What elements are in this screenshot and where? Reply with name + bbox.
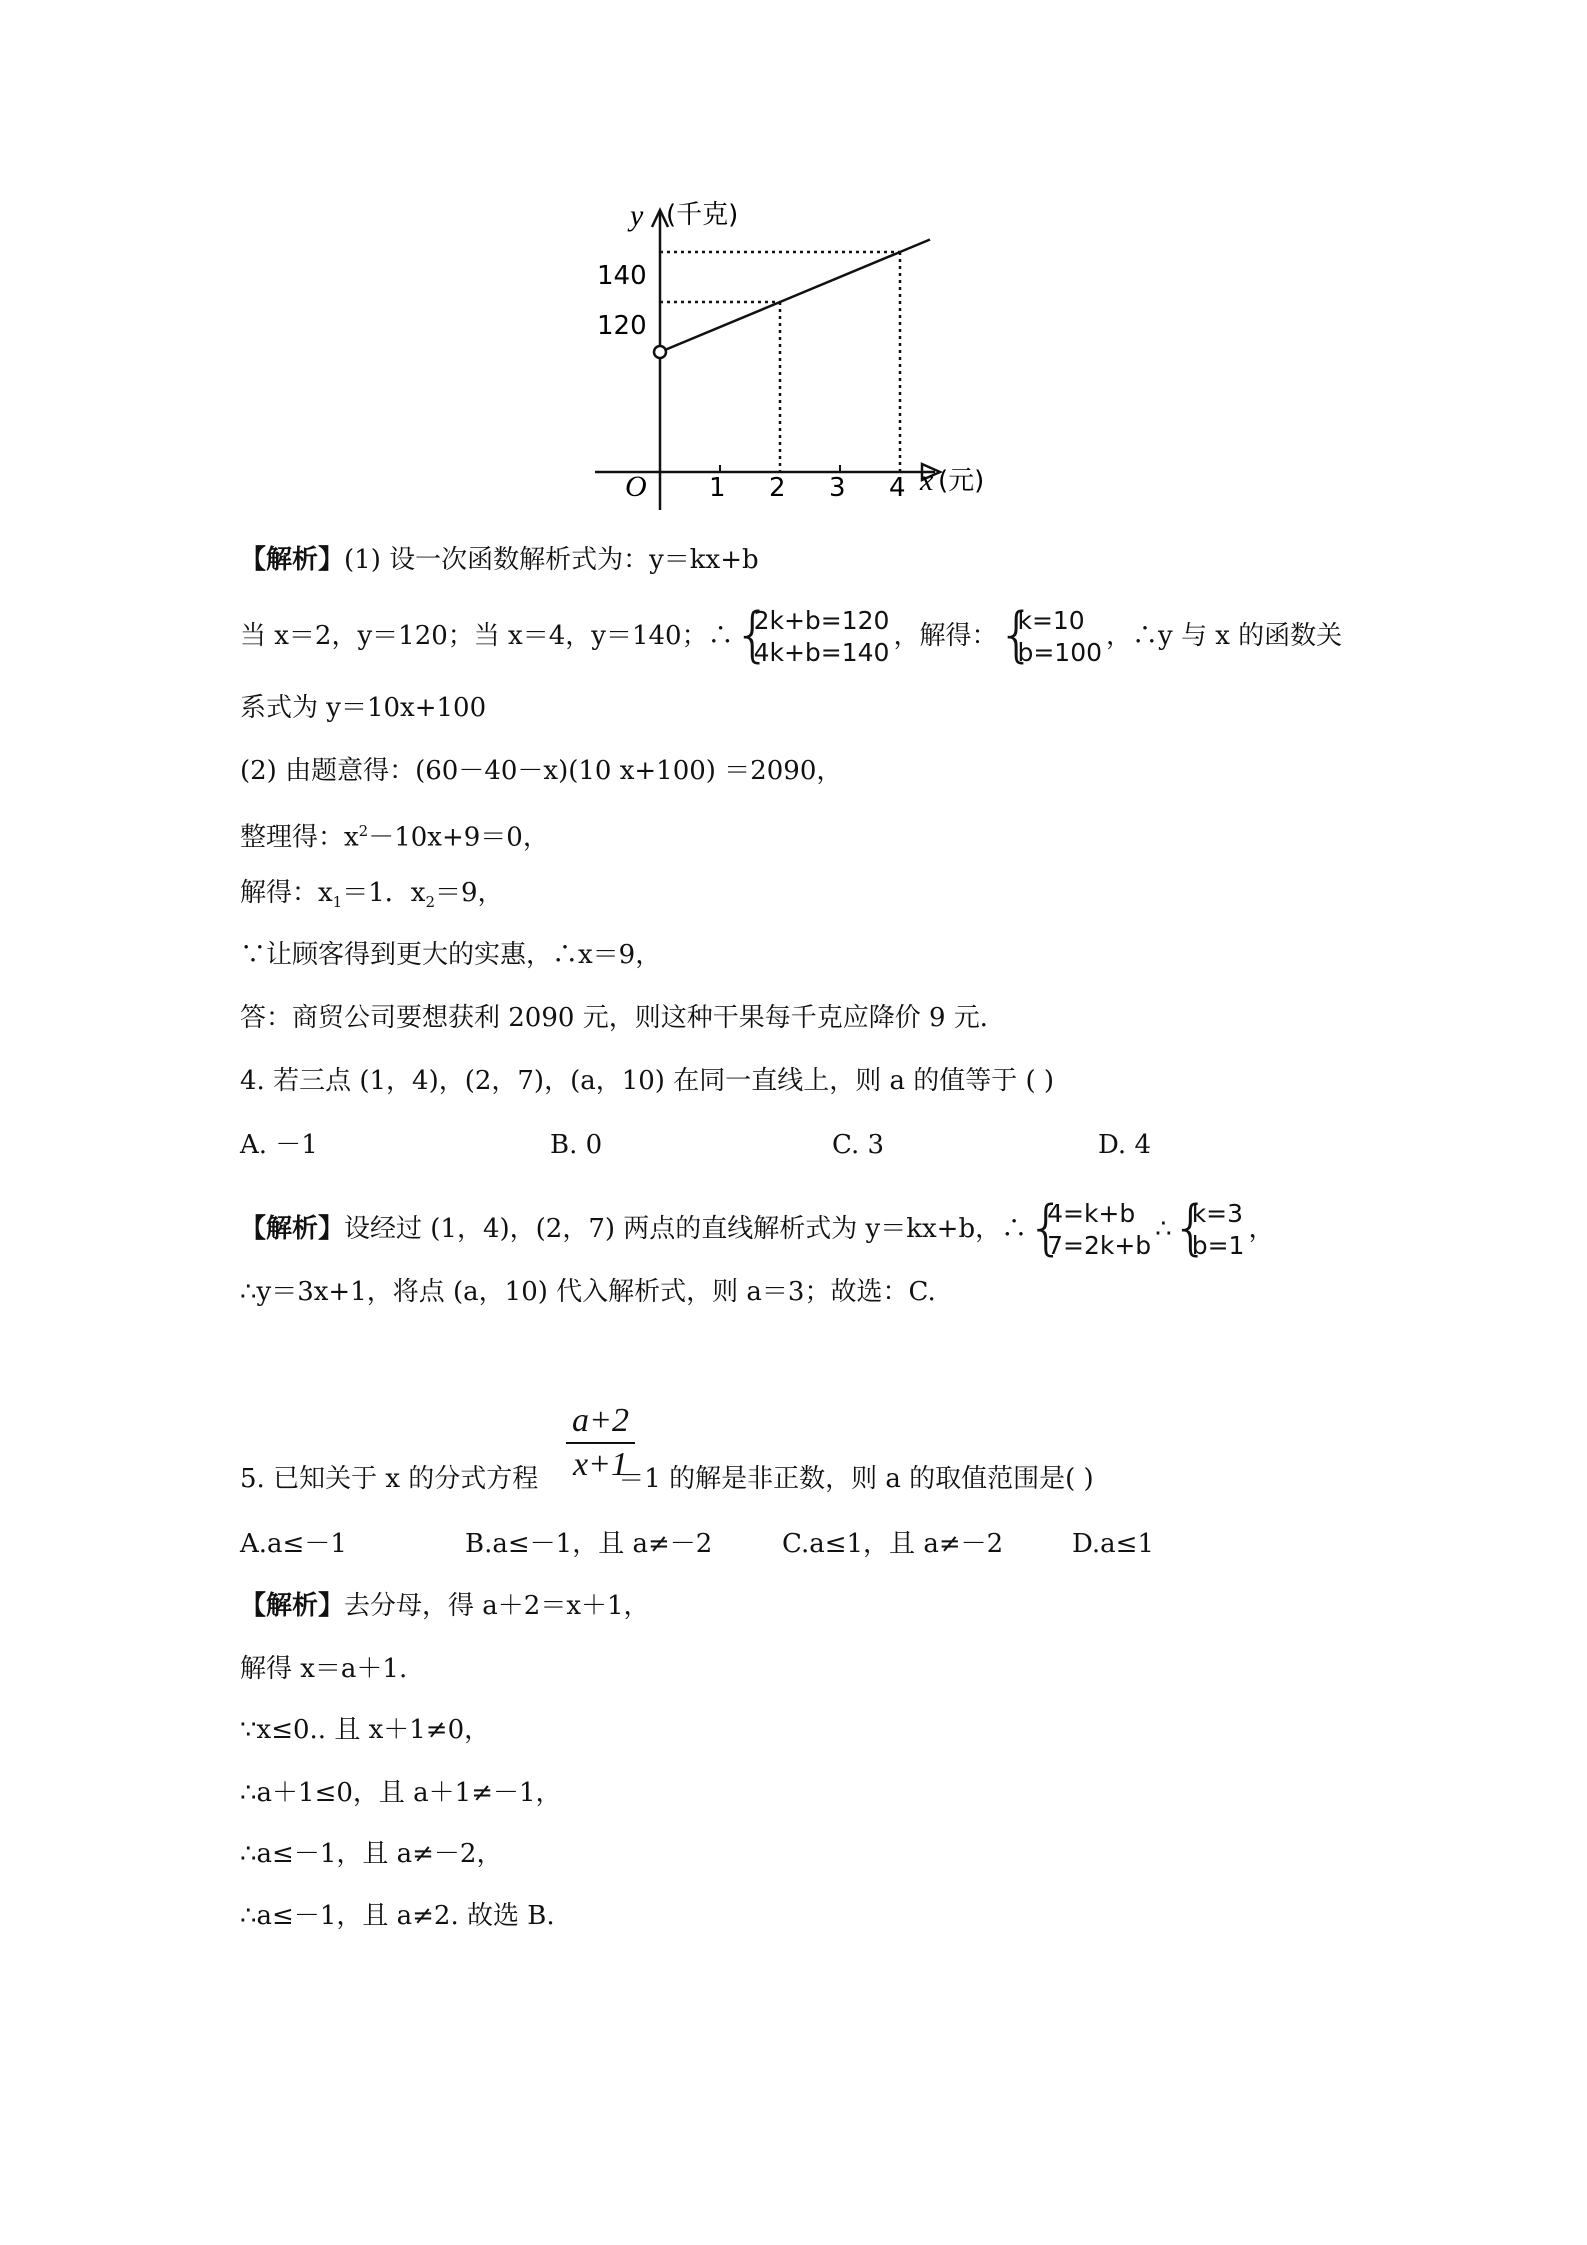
q5-analysis-line-5: ∴a≤－1，且 a≠－2， (240, 1839, 503, 1869)
q4-option-c: C. 3 (832, 1130, 885, 1160)
q5-analysis-line-4: ∴a＋1≤0，且 a＋1≠－1， (240, 1778, 562, 1808)
x-tick-1: 1 (709, 473, 726, 503)
q3-line-7: ∵让顾客得到更大的实惠，∴x＝9， (240, 940, 662, 970)
q5-option-d: D.a≤1 (1072, 1529, 1155, 1559)
y-tick-120: 120 (597, 311, 647, 341)
q3-line-3: 系式为 y＝10x+100 (240, 693, 487, 723)
q3-text-1: (1) 设一次函数解析式为：y＝kx+b (344, 545, 759, 575)
y-axis-unit: (千克) (666, 200, 739, 230)
q5-analysis-line-1: 【解析】去分母，得 a＋2＝x＋1， (240, 1591, 650, 1621)
q4-analysis-line-2: ∴y＝3x+1，将点 (a，10) 代入解析式，则 a＝3；故选：C. (240, 1277, 936, 1307)
q5-analysis-line-2: 解得 x＝a＋1. (240, 1654, 408, 1684)
x-axis-label: x (920, 464, 934, 497)
q3-line-5: 整理得：$x^2-10x+9=0$， (240, 822, 549, 853)
q3-line-4: (2) 由题意得：(60－40－x)(10 x+100) ＝2090， (240, 756, 843, 786)
x-tick-4: 4 (889, 473, 906, 503)
q4-stem: 4. 若三点 (1，4)，(2，7)，(a，10) 在同一直线上，则 a 的值等于 ( ) (240, 1066, 1055, 1096)
q5-analysis-line-6: ∴a≤－1，且 a≠2. 故选 B. (240, 1901, 555, 1931)
q3-text-2c: ，∴y 与 x 的函数关 (1106, 621, 1343, 651)
q4-option-b: B. 0 (550, 1130, 603, 1160)
function-line (660, 240, 930, 353)
equation-system-2: { k=10 b=100 (1001, 605, 1102, 669)
q5-analysis-line-3: ∵x≤0.. 且 x＋1≠0， (240, 1715, 491, 1745)
equation-system-4: { k=3 b=1 (1176, 1198, 1245, 1262)
y-tick-140: 140 (597, 261, 647, 291)
q4-option-a: A. －1 (240, 1130, 318, 1160)
analysis-tag: 【解析】 (240, 1591, 345, 1621)
q3-text-2b: ，解得： (893, 621, 998, 651)
q5-option-a: A.a≤－1 (240, 1529, 347, 1559)
fraction-a2-over-x1: $\frac{a+2}{x+1}$ (566, 1402, 635, 1484)
q3-text-2a: 当 x＝2，y＝120；当 x＝4，y＝140；∴ (240, 621, 734, 651)
q4-analysis-line-1: 【解析】设经过 (1，4)，(2，7) 两点的直线解析式为 y＝kx+b，∴ { 4=k+b 7=2k+b ∴ { k=3 b=1 ， (240, 1198, 1274, 1262)
q5-option-c: C.a≤1，且 a≠－2 (782, 1529, 1004, 1559)
q3-line-2 (240, 605, 1342, 669)
q4-option-d: D. 4 (1098, 1130, 1151, 1160)
equation-system-3: { 4=k+b 7=2k+b (1031, 1198, 1151, 1262)
x-axis-unit: (元) (938, 466, 985, 496)
y-axis-label: y (630, 199, 644, 232)
x-tick-3: 3 (829, 473, 846, 503)
analysis-tag: 【解析】 (240, 1214, 345, 1244)
equation-system-1: { 2k+b=120 4k+b=140 (738, 605, 890, 669)
x-tick-2: 2 (769, 473, 786, 503)
origin-label: O (625, 470, 647, 503)
q3-line-8: 答：商贸公司要想获利 2090 元，则这种干果每千克应降价 9 元． (240, 1003, 1006, 1033)
q3-line-1 (240, 543, 759, 577)
q3-line-6: 解得：$x_1=1$．$x_2=9$， (240, 878, 504, 912)
analysis-tag: 【解析】 (240, 545, 345, 575)
q5-stem: 5. 已知关于 x 的分式方程 ＝1 的解是非正数，则 a 的取值范围是( ) (240, 1464, 1094, 1494)
q5-option-b: B.a≤－1，且 a≠－2 (465, 1529, 713, 1559)
open-start-point (654, 346, 666, 358)
